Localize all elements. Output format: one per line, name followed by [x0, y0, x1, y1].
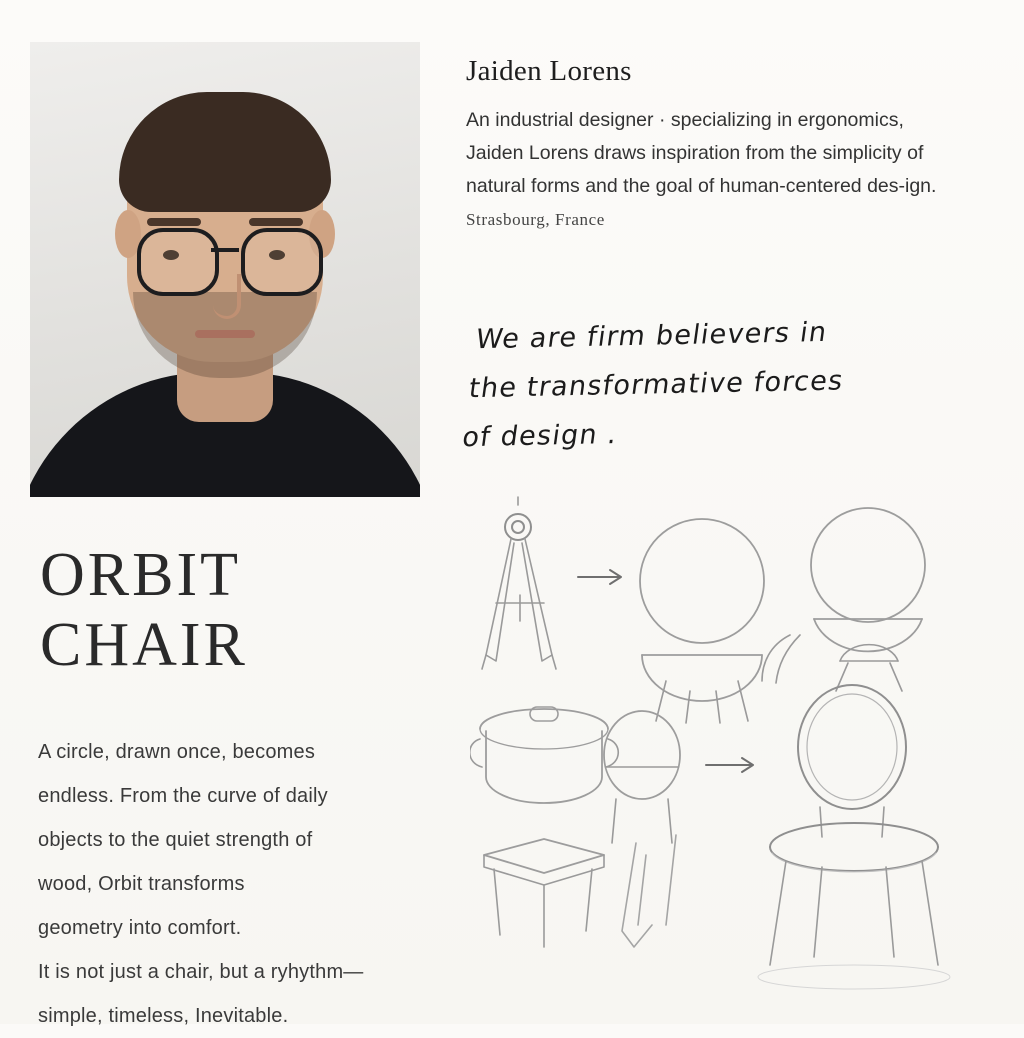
arrow-right-icon	[706, 758, 753, 772]
designer-bio-text: An industrial designer · specializing in ergonomics, Jaiden Lorens draws inspiration from the simplicity of natural forms and the goal of human-centered des-ign.	[466, 109, 937, 197]
portrait-eyebrow-right	[249, 218, 303, 226]
portrait-glasses-left	[137, 228, 219, 296]
designer-portrait-photo	[30, 42, 420, 497]
designer-location: Strasbourg, France	[466, 210, 605, 229]
designer-bio	[466, 104, 958, 236]
description-line: A circle, drawn once, becomes	[38, 741, 316, 763]
stool-sketch	[484, 839, 604, 947]
orbit-chair-sketch	[758, 685, 950, 989]
description-line: endless. From the curve of daily	[38, 785, 328, 807]
description-line: It is not just a chair, but a ryhythm—	[38, 961, 364, 983]
portrait-glasses-right	[241, 228, 323, 296]
arrow-right-icon	[578, 570, 621, 584]
product-description	[38, 730, 458, 1038]
portrait-mouth	[195, 330, 255, 338]
pot-sketch	[470, 707, 618, 803]
description-line: objects to the quiet strength of	[38, 829, 313, 851]
portrait-glasses-bridge	[211, 248, 239, 252]
quote-line-2: the transformative forces	[467, 365, 846, 405]
concept-sketch-panel	[470, 495, 1015, 1015]
seat-sketch	[604, 711, 680, 843]
compass-icon	[482, 497, 556, 669]
portrait-eyebrow-left	[147, 218, 201, 226]
description-line: simple, timeless, Inevitable.	[38, 1005, 289, 1027]
quote-line-1: We are firm believers in	[473, 316, 830, 356]
description-line: wood, Orbit transforms	[38, 873, 245, 895]
portrait-nose	[213, 274, 241, 319]
description-line: geometry into comfort.	[38, 917, 242, 939]
circle-seat-sketch	[640, 519, 764, 723]
page-title-line-2: CHAIR	[40, 611, 248, 679]
designer-name: Jaiden Lorens	[466, 55, 632, 87]
bowl-sketch	[762, 508, 925, 691]
handwritten-quote	[459, 305, 981, 462]
page-title	[40, 540, 248, 680]
quote-line-3: of design .	[460, 418, 620, 454]
page-title-line-1: ORBIT	[40, 541, 241, 609]
pencil-strokes	[622, 835, 676, 947]
